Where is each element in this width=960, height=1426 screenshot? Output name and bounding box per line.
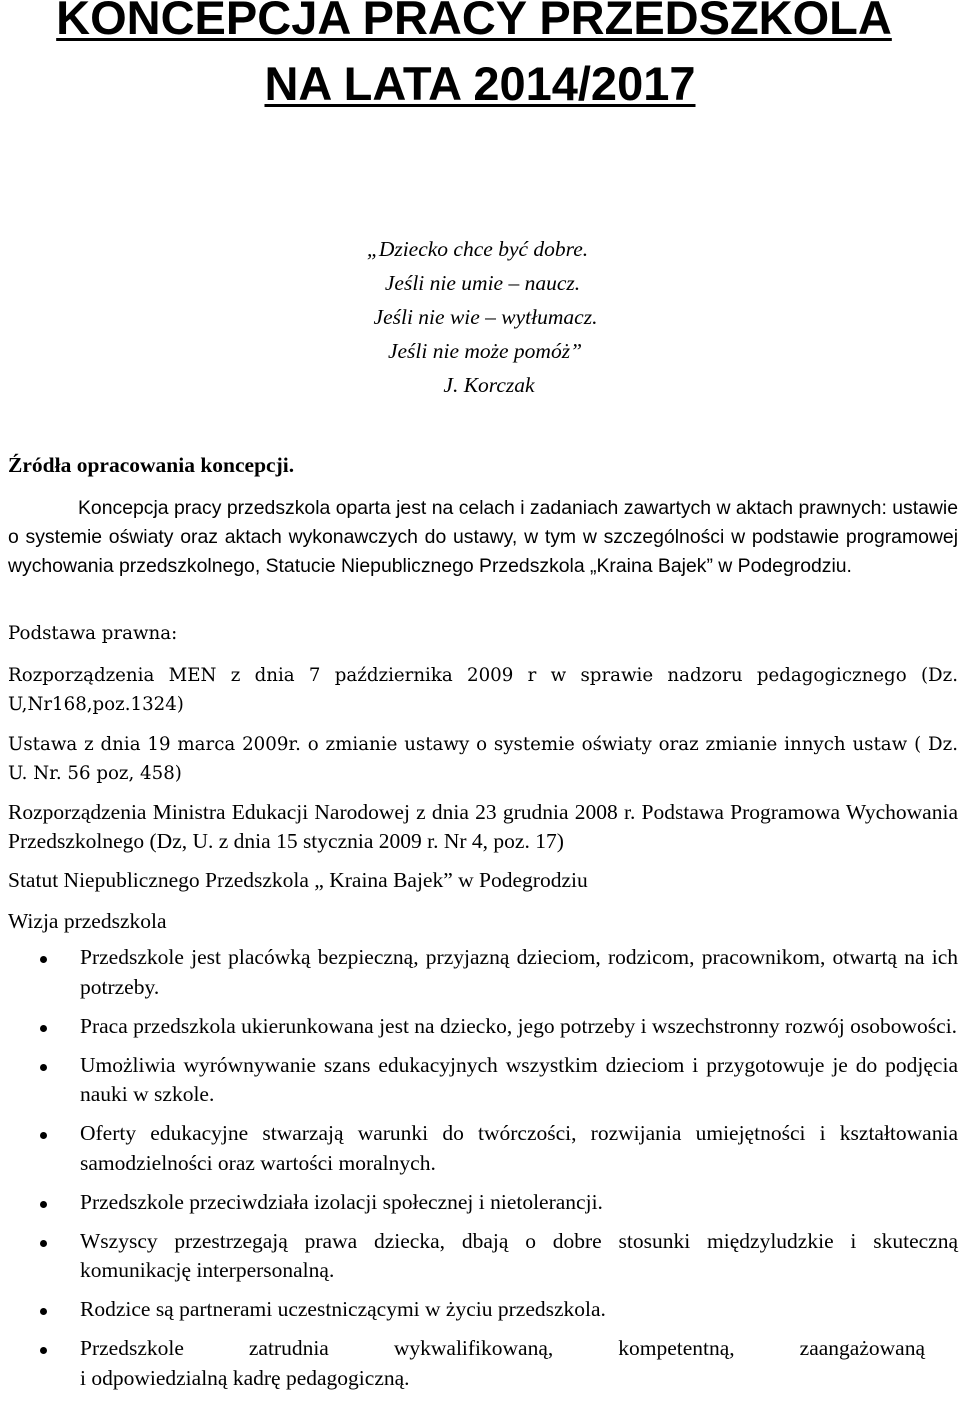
list-item-text-line-2: i odpowiedzialną kadrę pedagogiczną. [80, 1365, 410, 1390]
legal-basis-item: Ustawa z dnia 19 marca 2009r. o zmianie ustawy o systemie oświaty oraz zmianie innych ustaw ( Dz. U. Nr. 56 poz, 458) [8, 734, 958, 784]
quote-line: Jeśli nie wie – wytłumacz. [373, 305, 598, 329]
quote-line: Jeśli nie może pomóż” [387, 339, 583, 363]
vision-heading: Wizja przedszkola [8, 909, 167, 933]
list-item [8, 1227, 958, 1286]
quote-line: Jeśli nie umie – naucz. [384, 271, 581, 295]
bullet-icon [40, 1240, 47, 1247]
list-item-text-line-1: Przedszkole zatrudnia wykwalifikowaną, kompetentną, zaangażowaną [80, 1336, 925, 1360]
bullet-icon [40, 956, 47, 963]
document-title-line-1 [0, 0, 954, 46]
list-item-text: Rodzice są partnerami uczestniczącymi w życiu przedszkola. [80, 1297, 606, 1321]
list-item [8, 1334, 958, 1393]
statute-reference: Statut Niepublicznego Przedszkola „ Kraina Bajek” w Podegrodziu [8, 868, 588, 892]
list-item-text: Umożliwia wyrównywanie szans edukacyjnych wszystkim dzieciom i przygotowuje je do podjęcia nauki w szkole. [80, 1052, 958, 1106]
quote-author: J. Korczak [443, 373, 535, 397]
quote-line: „Dziecko chce być dobre. [366, 237, 589, 261]
list-item-text: Praca przedszkola ukierunkowana jest na dziecko, jego potrzeby i wszechstronny rozwój osobowości. [80, 1013, 958, 1038]
document-title-line-2 [0, 56, 960, 112]
title-line-1-text: KONCEPCJA PRACY PRZEDSZKOLA [56, 0, 892, 44]
list-item-text: Przedszkole jest placówką bezpieczną, przyjazną dzieciom, rodzicom, pracownikom, otwartą na ich potrzeby. [80, 945, 958, 999]
list-item-text: Oferty edukacyjne stwarzają warunki do twórczości, rozwijania umiejętności i kształtowania samodzielności oraz wartości moralnych. [80, 1121, 958, 1175]
bullet-icon [40, 1201, 47, 1208]
korczak-quote [0, 232, 960, 402]
bullet-icon [40, 1308, 47, 1315]
sources-intro-paragraph: Koncepcja pracy przedszkola oparta jest na celach i zadaniach zawartych w aktach prawnych: ustawie o systemie oświaty oraz aktach wykonawczych do ustawy, w tym w szczególności w podstawie programowej wychowania przedszkolnego, Statucie Niepublicznego Przedszkola „Kraina Bajek” w Podegrodziu. [8, 497, 958, 577]
legal-basis-item: Rozporządzenia Ministra Edukacji Narodowej z dnia 23 grudnia 2008 r. Podstawa Programowa Wychowania Przedszkolnego (Dz, U. z dnia 15 stycznia 2009 r. Nr 4, poz. 17) [8, 800, 958, 853]
list-item [8, 1295, 958, 1325]
vision-list [8, 943, 958, 1403]
sources-heading: Źródła opracowania koncepcji. [8, 453, 295, 477]
bullet-icon [40, 1132, 47, 1139]
bullet-icon [40, 1025, 47, 1032]
list-item [8, 1012, 958, 1042]
list-item [8, 943, 958, 1002]
bullet-icon [40, 1064, 47, 1071]
bullet-icon [40, 1347, 47, 1354]
list-item [8, 1119, 958, 1178]
list-item-text: Przedszkole przeciwdziała izolacji społecznej i nietolerancji. [80, 1189, 603, 1214]
title-line-2-text: NA LATA 2014/2017 [264, 57, 696, 110]
legal-basis-item: Rozporządzenia MEN z dnia 7 października 2009 r w sprawie nadzoru pedagogicznego (Dz. U,Nr168,poz.1324) [8, 665, 958, 715]
list-item [8, 1188, 958, 1218]
list-item-text: Wszyscy przestrzegają prawa dziecka, dbają o dobre stosunki międzyludzkie i skuteczną komunikację interpersonalną. [80, 1228, 958, 1282]
list-item [8, 1051, 958, 1110]
legal-basis-label: Podstawa prawna: [8, 623, 178, 644]
